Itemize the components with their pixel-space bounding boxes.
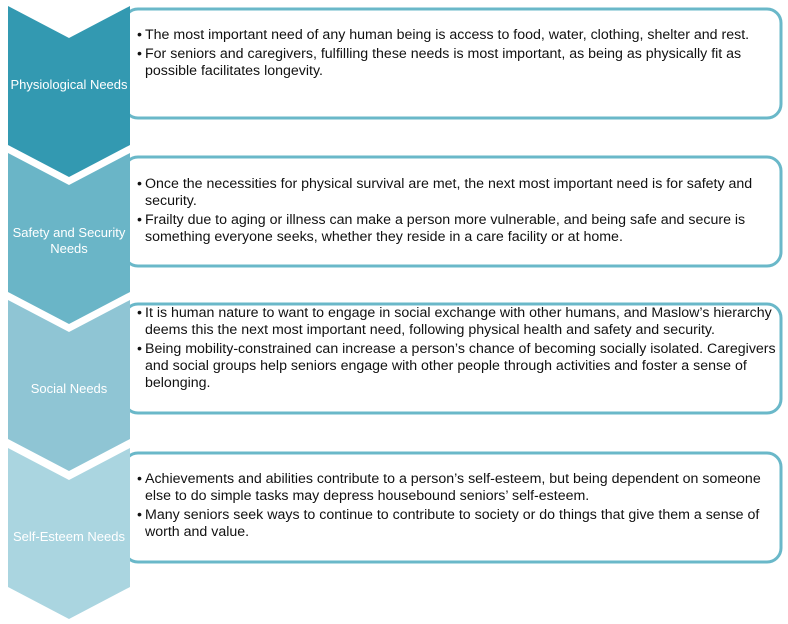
- bullet-item: • The most important need of any human being is access to food, water, clothing, shelter and rest.: [137, 27, 777, 44]
- stage-4-label: Self-Esteem Needs: [13, 529, 125, 544]
- stage-2-label: Safety and Security Needs: [12, 225, 126, 256]
- stage-2-bullets: [137, 176, 777, 248]
- bullet-item: • Frailty due to aging or illness can make a person more vulnerable, and being safe and secure is something everyone seeks, whether they reside in a care facility or at home.: [137, 212, 777, 246]
- bullet-item: • Achievements and abilities contribute to a person’s self-esteem, but being dependent on someone else to do simple tasks may depress housebound seniors’ self-esteem.: [137, 471, 777, 505]
- bullet-item: • Once the necessities for physical survival are met, the next most important need is for safety and security.: [137, 176, 777, 210]
- stage-3-bullets: [137, 305, 777, 394]
- bullet-item: • For seniors and caregivers, fulfilling these needs is most important, as being as physically fit as possible facilitates longevity.: [137, 46, 777, 80]
- bullet-item: • It is human nature to want to engage in social exchange with other humans, and Maslow’s hierarchy deems this the next most important need, following physical health and safety and security.: [137, 305, 777, 339]
- bullet-item: • Many seniors seek ways to continue to contribute to society or do things that give them a sense of worth and value.: [137, 507, 777, 541]
- stage-3-label: Social Needs: [30, 381, 108, 396]
- stage-1-bullets: [137, 27, 777, 82]
- bullet-item: • Being mobility-constrained can increase a person’s chance of becoming socially isolated. Caregivers and social groups help seniors engage with other people through activities and foster a sense of belonging.: [137, 341, 777, 392]
- stage-1-label: Physiological Needs: [10, 77, 128, 92]
- stage-4-bullets: [137, 471, 777, 543]
